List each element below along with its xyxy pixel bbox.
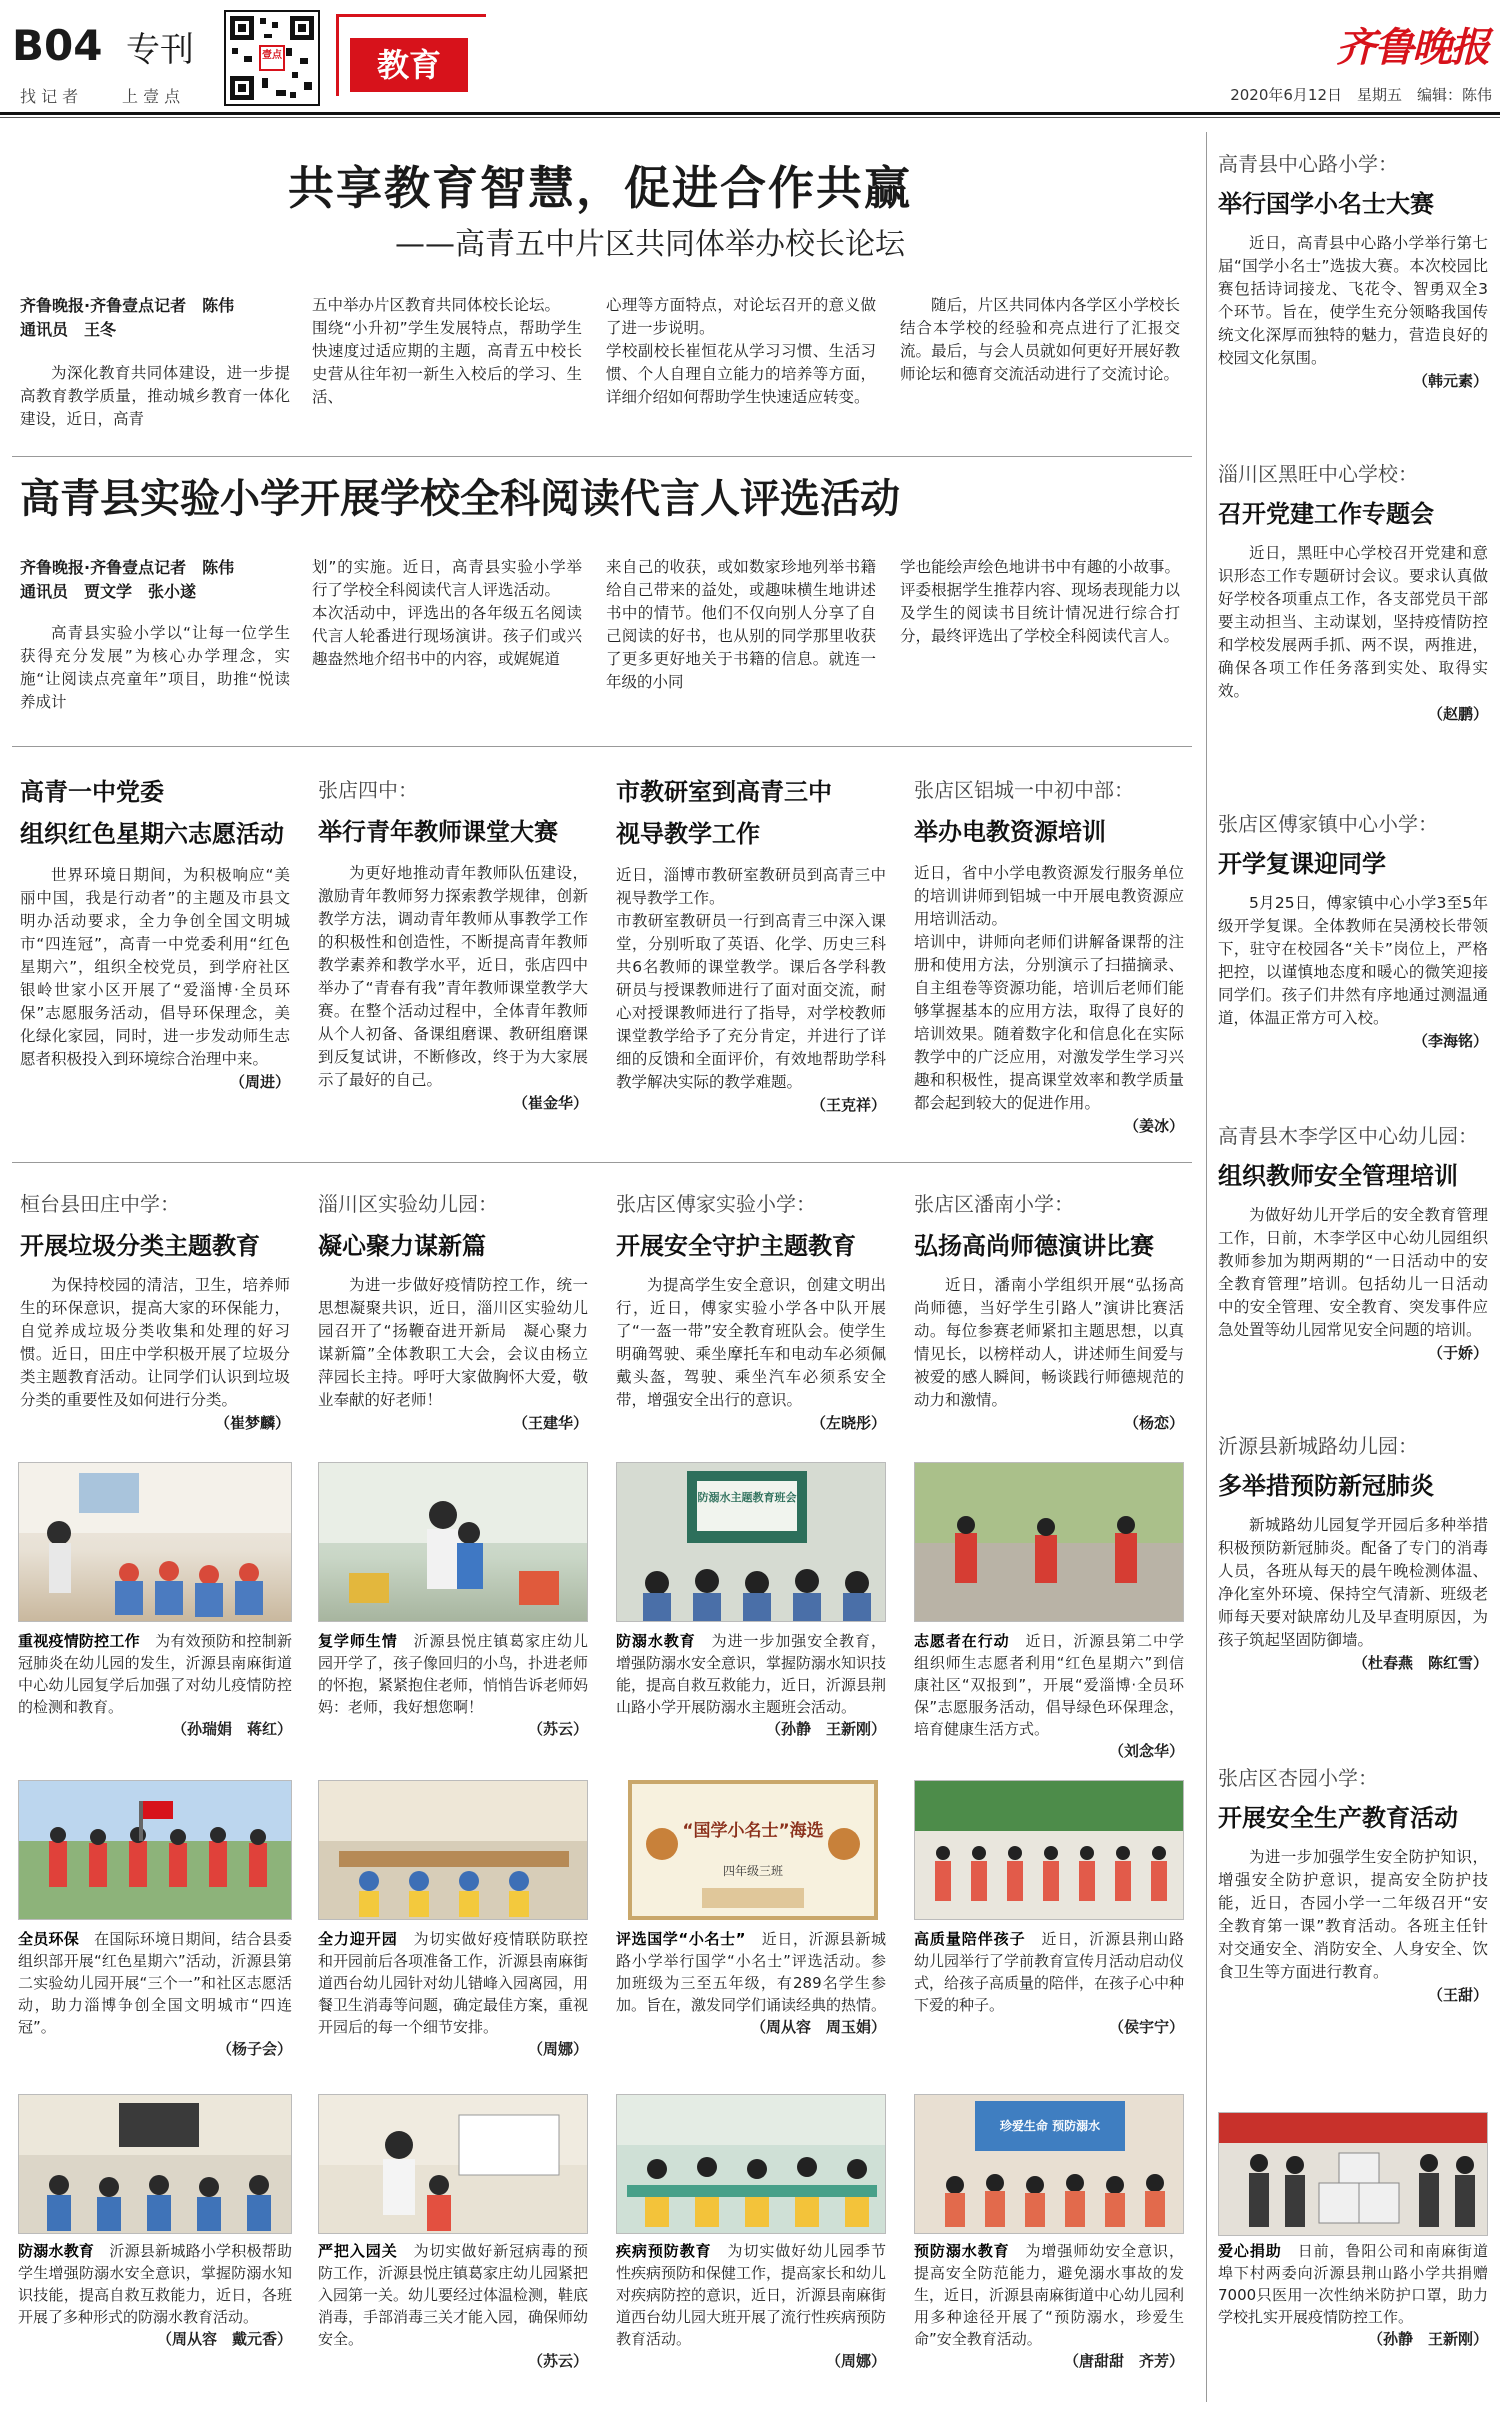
row2-text: 为进一步做好疫情防控工作，统一思想凝聚共识，近日，淄川区实验幼儿园召开了“扬鞭奋进开新局 凝心聚力谋新篇”全体教职工大会，会议由杨立萍园长主持。呼吁大家做胸怀大爱，敬业奉献的好老师！ xyxy=(318,1276,588,1409)
masthead xyxy=(0,0,1500,112)
caption-lead: 爱心捐助 xyxy=(1218,2242,1282,2260)
caption-text: 沂源县悦庄镇葛家庄幼儿园开学了，孩子像回归的小鸟，扑进老师的怀抱，紧紧抱住老师，悄悄告诉老师妈妈：老师，我好想您啊！ xyxy=(318,1632,589,1716)
photo-stage-kids xyxy=(914,1780,1184,1920)
sidebar-kicker: 沂源县新城路幼儿园： xyxy=(1218,1434,1418,1458)
caption-lead: 复学师生情 xyxy=(318,1632,398,1650)
qr-label: 壹点 xyxy=(262,50,282,61)
photo-volunteers xyxy=(914,1462,1184,1622)
lead2-col2: 划”的实施。近日，高青县实验小学举行了学校全科阅读代言人评选活动。 本次活动中，评选出的各年级五名阅读代言人轮番进行现场演讲。孩子们或兴趣盎然地介绍书中的内容，或娓娓道 xyxy=(312,558,582,668)
guoxue-banner-sub: 四年级三班 xyxy=(722,1864,783,1878)
sidebar-kicker: 张店区傅家镇中心小学： xyxy=(1218,812,1438,836)
row1-title2: 组织红色星期六志愿活动 xyxy=(20,820,284,848)
caption-sig: （周娜） xyxy=(825,2352,886,2370)
photo-dining-room xyxy=(318,1780,588,1920)
sidebar-title: 召开党建工作专题会 xyxy=(1218,500,1434,528)
photo-guoxue-banner xyxy=(628,1780,878,1920)
row2-text: 近日，潘南小学组织开展“弘扬高尚师德，当好学生引路人”演讲比赛活动。每位参赛老师紧扣主题思想，以真情见长，以榜样动人，讲述师生间爱与被爱的感人瞬间，畅谈践行师德规范的动力和激情。 xyxy=(914,1276,1184,1409)
row1-sig: （崔金华） xyxy=(512,1094,588,1112)
dateline: 2020年6月12日 星期五 编辑：陈伟 xyxy=(1230,86,1492,104)
row2-title: 凝心聚力谋新篇 xyxy=(318,1232,486,1260)
row1-title: 举行青年教师课堂大赛 xyxy=(318,818,558,846)
row2-item xyxy=(616,1190,886,1433)
photo-classroom-screen xyxy=(616,1462,886,1622)
caption-lead: 重视疫情防控工作 xyxy=(18,1632,140,1650)
row2-item xyxy=(318,1190,588,1433)
caption-sig: （刘念华） xyxy=(1108,1742,1184,1760)
photo-caption xyxy=(914,1928,1184,2038)
row2-sig: （杨恋） xyxy=(1123,1414,1184,1432)
row2-item xyxy=(20,1190,290,1433)
row1-text: 近日，淄博市教研室教研员到高青三中视导教学工作。 市教研室教研员一行到高青三中深入课堂，分别听取了英语、化学、历史三科共6名教师的课堂教学。课后各学科教研员与授课教师进行了面对面交流，耐心对授课教师进行了指导，对学校教师课堂教学给予了充分肯定，并进行了详细的反馈和全面评价，有效地帮助学科教学解决实际的教学难题。 xyxy=(616,866,886,1091)
caption-text: 沂源县新城路小学积极帮助学生增强防溺水安全意识，掌握防溺水知识技能，提高自救互救能力，近日，各班开展了多种形式的防溺水教育活动。 xyxy=(18,2242,292,2326)
sidebar-item xyxy=(1218,150,1488,460)
photo-classroom-kids xyxy=(18,1462,292,1622)
sidebar-item xyxy=(1218,810,1488,1122)
caption-text: 近日，沂源县第二中学组织师生志愿者利用“红色星期六”到信康社区“双报到”，开展“爱淄博·全员环保”志愿服务活动，倡导绿色环保理念，培育健康生活方式。 xyxy=(914,1632,1184,1738)
row2-kicker: 桓台县田庄中学： xyxy=(20,1192,180,1216)
sidebar-kicker: 张店区杏园小学： xyxy=(1218,1766,1378,1790)
caption-lead: 防溺水教育 xyxy=(616,1632,696,1650)
caption-lead: 防溺水教育 xyxy=(18,2242,95,2260)
sidebar-title: 开展安全生产教育活动 xyxy=(1218,1804,1458,1832)
sidebar-sig: （赵鹏） xyxy=(1427,705,1488,723)
row2-text: 为保持校园的清洁，卫生，培养师生的环保意识，提高大家的环保能力，自觉养成垃圾分类收集和处理的好习惯。近日，田庄中学积极开展了垃圾分类主题教育活动。让同学们认识到垃圾分类的重要性及如何进行分类。 xyxy=(20,1276,290,1409)
row1-item xyxy=(616,776,886,1115)
photo-entry-check xyxy=(318,2094,588,2234)
lead1-col1: 为深化教育共同体建设，进一步提高教育教学质量，推动城乡教育一体化建设，近日，高青 xyxy=(20,364,290,428)
caption-sig: （苏云） xyxy=(527,2352,588,2370)
row2-sig: （王建华） xyxy=(512,1414,588,1432)
row2-title: 开展垃圾分类主题教育 xyxy=(20,1232,260,1260)
photo-caption xyxy=(18,2240,292,2350)
caption-text: 为有效预防和控制新冠肺炎在幼儿园的发生，沂源县南麻街道中心幼儿园复学后加强了对幼儿疫情防控的检测和教育。 xyxy=(18,1632,292,1716)
sidebar-text: 新城路幼儿园复学开园后多种举措积极预防新冠肺炎。配备了专门的消毒人员，各班从每天的晨午晚检测体温、净化室外环境、保持空气清新、班级老师每天要对缺席幼儿及早查明原因，为孩子筑起坚固防御墙。 xyxy=(1218,1516,1488,1649)
caption-sig: （侯宇宁） xyxy=(1108,2018,1184,2036)
row1-item xyxy=(914,776,1184,1136)
lead1-col3: 心理等方面特点，对论坛召开的意义做了进一步说明。 学校副校长崔恒花从学习习惯、生活习惯、个人自理自立能力的培养等方面，详细介绍如何帮助学生快速适应转变。 xyxy=(606,296,876,406)
sidebar-sig: （王甜） xyxy=(1427,1986,1488,2004)
caption-text: 近日，沂源县荆山路幼儿园举行了学前教育宣传月活动启动仪式，给孩子高质量的陪伴，在孩子心中种下爱的种子。 xyxy=(914,1930,1185,2014)
sidebar-item xyxy=(1218,1764,1488,2054)
lead2-col1: 高青县实验小学以“让每一位学生获得充分发展”为核心办学理念，实施“让阅读点亮童年”项目，助推“悦读养成计 xyxy=(20,624,290,711)
page-label: 专刊 xyxy=(126,30,194,70)
caption-lead: 全员环保 xyxy=(18,1930,79,1948)
row1-item xyxy=(318,776,588,1113)
classroom-screen-text: 防溺水主题教育班会 xyxy=(697,1491,797,1504)
photo-caption xyxy=(318,1928,588,2060)
row1-kicker: 张店四中： xyxy=(318,778,418,802)
sidebar-kicker: 高青县中心路小学： xyxy=(1218,152,1398,176)
row2-kicker: 淄川区实验幼儿园： xyxy=(318,1192,498,1216)
sidebar xyxy=(1218,150,1488,2054)
sidebar-item xyxy=(1218,1432,1488,1764)
lead2-col4: 学也能绘声绘色地讲书中有趣的小故事。评委根据学生推荐内容、现场表现能力以及学生的阅读书目统计情况进行综合打分，最终评选出了学校全科阅读代言人。 xyxy=(900,558,1180,645)
sidebar-title: 开学复课迎同学 xyxy=(1218,850,1386,878)
row1-sig: （姜冰） xyxy=(1123,1117,1184,1135)
row1-sig: （王克祥） xyxy=(810,1096,886,1114)
sidebar-text: 近日，黑旺中心学校召开党建和意识形态工作专题研讨会议。要求认真做好学校各项重点工作，各支部党员干部要主动担当、主动谋划，坚持疫情防控和学校发展两手抓、两不误，两推进，确保各项工作任务落到实处、取得实效。 xyxy=(1218,544,1488,700)
sidebar-text: 为进一步加强学生安全防护知识，增强安全防护意识，提高安全防护技能，近日，杏园小学一二年级召开“安全教育第一课”教育活动。各班主任针对交通安全、消防安全、人身安全、饮食卫生等方面进行教育。 xyxy=(1218,1848,1488,1981)
lead1-rule xyxy=(12,456,1192,457)
brand-logo: 齐鲁晚报 xyxy=(1336,24,1488,71)
slogan-right: 上 壹 点 xyxy=(122,87,181,106)
caption-lead: 高质量陪伴孩子 xyxy=(914,1930,1026,1948)
caption-text: 为切实做好新冠病毒的预防工作，沂源县悦庄镇葛家庄幼儿园紧把入园第一关。幼儿要经过体温检测，鞋底消毒，手部消毒三关才能入园，确保师幼安全。 xyxy=(318,2242,589,2348)
row1-text: 为更好地推动青年教师队伍建设，激励青年教师努力探索教学规律，创新教学方法，调动青年教师从事教学工作的积极性和创造性，不断提高青年教师教学素养和教学水平，近日，张店四中举办了“青春有我”青年教师课堂教学大赛。在整个活动过程中，全体青年教师从个人初备、备课组磨课、教研组磨课到反复试讲，不断修改，终于为大家展示了最好的自己。 xyxy=(318,864,588,1089)
caption-sig: （周从容 戴元香） xyxy=(156,2330,292,2348)
caption-lead: 评选国学“小名士” xyxy=(616,1930,746,1948)
sidebar-item xyxy=(1218,460,1488,810)
sidebar-text: 近日，高青县中心路小学举行第七届“国学小名士”选拔大赛。本次校园比赛包括诗词接龙、飞花令、智勇双全3个环节。旨在，使学生充分领略我国传统文化深厚而独特的魅力，营造良好的校园文化氛围。 xyxy=(1218,234,1488,367)
row1-sig: （周进） xyxy=(229,1073,290,1091)
lead1-col2: 五中举办片区教育共同体校长论坛。 围绕“小升初”学生发展特点，帮助学生快速度过适应期的主题，高青五中校长史营从往年初一新生入校后的学习、生活、 xyxy=(312,296,582,406)
caption-lead: 疾病预防教育 xyxy=(616,2242,712,2260)
masthead-rule-thin xyxy=(0,117,1500,118)
photo-caption xyxy=(616,1928,886,2038)
sidebar-sig: （韩元素） xyxy=(1412,372,1488,390)
caption-sig: （苏云） xyxy=(527,1720,588,1738)
lead2-title: 高青县实验小学开展学校全科阅读代言人评选活动 xyxy=(20,476,900,522)
photo-caption xyxy=(616,1630,886,1740)
caption-text: 日前，鲁阳公司和南麻街道埠下村两委向沂源县荆山路小学共捐赠7000只医用一次性纳米防护口罩，助力学校扎实开展疫情防控工作。 xyxy=(1218,2242,1488,2326)
caption-lead: 预防溺水教育 xyxy=(914,2242,1010,2260)
caption-lead: 全力迎开园 xyxy=(318,1930,398,1948)
caption-sig: （唐甜甜 齐芳） xyxy=(1063,2352,1184,2370)
photo-teacher-hug xyxy=(318,1462,588,1622)
photo-caption xyxy=(914,2240,1184,2372)
caption-text: 为切实做好幼儿园季节性疾病预防和保健工作，提高家长和幼儿对疾病防控的意识，近日，沂源县南麻街道西台幼儿园大班开展了流行性疾病预防教育活动。 xyxy=(616,2242,887,2348)
row2-sig: （崔梦麟） xyxy=(214,1414,290,1432)
guoxue-banner-text: “国学小名士”海选 xyxy=(682,1821,824,1841)
row1-kicker: 张店区铝城一中初中部： xyxy=(914,778,1134,802)
row1-title: 高青一中党委 xyxy=(20,778,164,806)
row1-title: 市教研室到高青三中 xyxy=(616,778,832,806)
safety-screen-text: 珍爱生命 预防溺水 xyxy=(999,2119,1101,2133)
sidebar-kicker: 淄川区黑旺中心学校： xyxy=(1218,462,1418,486)
row1-rule xyxy=(12,1162,1192,1163)
photo-caption xyxy=(318,1630,588,1740)
caption-text: 为增强师幼安全意识，提高安全防范能力，避免溺水事故的发生，近日，沂源县南麻街道中心幼儿园利用多种途径开展了“预防溺水，珍爱生命”安全教育活动。 xyxy=(914,2242,1185,2348)
photo-donation xyxy=(1218,2112,1488,2236)
photo-caption xyxy=(1218,2240,1488,2350)
sidebar-text: 5月25日，傅家镇中心小学3至5年级开学复课。全体教师在吴湧校长带领下，驻守在校园各“关卡”岗位上，严格把控，以谨慎地态度和暖心的微笑迎接同学们。孩子们井然有序地通过测温通道，体温正常方可入校。 xyxy=(1218,894,1488,1027)
photo-caption xyxy=(18,1928,292,2060)
sidebar-text: 为做好幼儿开学后的安全教育管理工作，日前，木李学区中心幼儿园组织教师参加为期两期的“一日活动中的安全教育管理”培训。包括幼儿一日活动中的安全管理、安全教育、突发事件应急处置等幼儿园常见安全问题的培训。 xyxy=(1218,1206,1488,1339)
photo-caption xyxy=(616,2240,886,2372)
photo-caption xyxy=(318,2240,588,2372)
row1-title: 举办电教资源培训 xyxy=(914,818,1106,846)
photo-caption xyxy=(914,1630,1184,1762)
sidebar-sig: （于娇） xyxy=(1427,1344,1488,1362)
caption-lead: 严把入园关 xyxy=(318,2242,398,2260)
lead1-col4: 随后，片区共同体内各学区小学校长结合本学校的经验和亮点进行了汇报交流。最后，与会人员就如何更好开展好教师论坛和德育交流活动进行了交流讨论。 xyxy=(900,296,1180,383)
lead2-col3: 来自己的收获，或如数家珍地列举书籍给自己带来的益处，或趣味横生地讲述书中的情节。他们不仅向别人分享了自己阅读的好书，也从别的同学那里收获了更多更好地关于书籍的信息。就连一年级的小同 xyxy=(606,558,876,691)
row2-title: 弘扬高尚师德演讲比赛 xyxy=(914,1232,1154,1260)
row2-kicker: 张店区傅家实验小学： xyxy=(616,1192,816,1216)
row2-title: 开展安全守护主题教育 xyxy=(616,1232,856,1260)
lead1-subtitle: ——高青五中片区共同体举办校长论坛 xyxy=(395,227,905,262)
photo-safety-class xyxy=(914,2094,1184,2234)
row1-text: 世界环境日期间，为积极响应“美丽中国，我是行动者”的主题及市县文明办活动要求，全力争创全国文明城市“四连冠”，高青一中党委利用“红色星期六”，组织全校党员，到学府社区银岭世家小区开展了“爱淄博·全员环保”志愿服务活动，倡导环保理念，美化绿化家园，同时，进一步发动师生志愿者积极投入到环境综合治理中来。 xyxy=(20,866,290,1068)
sidebar-divider xyxy=(1206,132,1207,2402)
photo-classroom-lesson xyxy=(18,2094,292,2234)
masthead-rule xyxy=(0,112,1500,115)
row2-sig: （左晓彤） xyxy=(810,1414,886,1432)
slogan-left: 找 记 者 xyxy=(20,87,79,106)
lead2-byline: 齐鲁晚报·齐鲁壹点记者 陈伟 通讯员 贾文学 张小遂 xyxy=(20,558,235,601)
caption-sig: （孙静 王新刚） xyxy=(765,1720,886,1738)
sidebar-sig: （李海铭） xyxy=(1412,1032,1488,1050)
caption-sig: （孙静 王新刚） xyxy=(1367,2330,1488,2348)
photo-kids-desks xyxy=(616,2094,886,2234)
sidebar-item xyxy=(1218,1122,1488,1432)
sidebar-title: 组织教师安全管理培训 xyxy=(1218,1162,1458,1190)
lead1-title: 共享教育智慧，促进合作共赢 xyxy=(288,161,912,215)
sidebar-title: 举行国学小名士大赛 xyxy=(1218,190,1434,218)
caption-text: 近日，沂源县新城路小学举行国学“小名士”评选活动。参加班级为三至五年级，有289名学生参加。旨在，激发同学们诵读经典的热情。 xyxy=(616,1930,887,2014)
sidebar-sig: （杜春燕 陈红雪） xyxy=(1352,1654,1488,1672)
row2-kicker: 张店区潘南小学： xyxy=(914,1192,1074,1216)
caption-lead: 志愿者在行动 xyxy=(914,1632,1010,1650)
photo-group-outdoor xyxy=(18,1780,292,1920)
sidebar-title: 多举措预防新冠肺炎 xyxy=(1218,1472,1434,1500)
row1-title2: 视导教学工作 xyxy=(616,820,760,848)
row1-item xyxy=(20,776,290,1092)
section-label: 教育 xyxy=(350,38,468,92)
caption-sig: （周娜） xyxy=(527,2040,588,2058)
caption-sig: （孙瑞娟 蒋红） xyxy=(171,1720,292,1738)
row1-text: 近日，省中小学电教资源发行服务单位的培训讲师到铝城一中开展电教资源应用培训活动。 培训中，讲师向老师们讲解备课帮的注册和使用方法，分别演示了扫描摘录、自主组卷等资源功能，培训后老师们能够掌握基本的应用方法，取得了良好的培训效果。随着数字化和信息化在实际教学中的广泛应用，对激发学生学习兴趣和积极性，提高课堂效率和教学质量都会起到较大的促进作用。 xyxy=(914,864,1184,1112)
row2-text: 为提高学生安全意识，创建文明出行，近日，傅家实验小学各中队开展了“一盔一带”安全教育班队会。使学生明确驾驶、乘坐摩托车和电动车必须佩戴头盔，驾驶、乘坐汽车必须系安全带，增强安全出行的意识。 xyxy=(616,1276,886,1409)
caption-sig: （周从容 周玉娟） xyxy=(750,2018,886,2036)
row2-item xyxy=(914,1190,1184,1433)
caption-sig: （杨子会） xyxy=(216,2040,292,2058)
qr-code[interactable] xyxy=(224,10,320,106)
caption-text: 为进一步加强安全教育，增强防溺水安全意识，掌握防溺水知识技能，提高自救互救能力，近日，沂源县荆山路小学开展防溺水主题班会活动。 xyxy=(616,1632,887,1716)
page-code: B04 xyxy=(12,21,103,70)
sidebar-kicker: 高青县木李学区中心幼儿园： xyxy=(1218,1124,1478,1148)
photo-caption xyxy=(18,1630,292,1740)
caption-text: 在国际环境日期间，结合县委组织部开展“红色星期六”活动，沂源县第二实验幼儿园开展“三个一”和社区志愿活动，助力淄博争创全国文明城市“四连冠”。 xyxy=(18,1930,292,2036)
lead1-byline: 齐鲁晚报·齐鲁壹点记者 陈伟 通讯员 王冬 xyxy=(20,296,235,339)
caption-text: 为切实做好疫情联防联控和开园前后各项准备工作，沂源县南麻街道西台幼儿园针对幼儿错峰入园离园，用餐卫生消毒等问题，确定最佳方案，重视开园后的每一个细节安排。 xyxy=(318,1930,589,2036)
lead2-rule xyxy=(12,746,1192,747)
